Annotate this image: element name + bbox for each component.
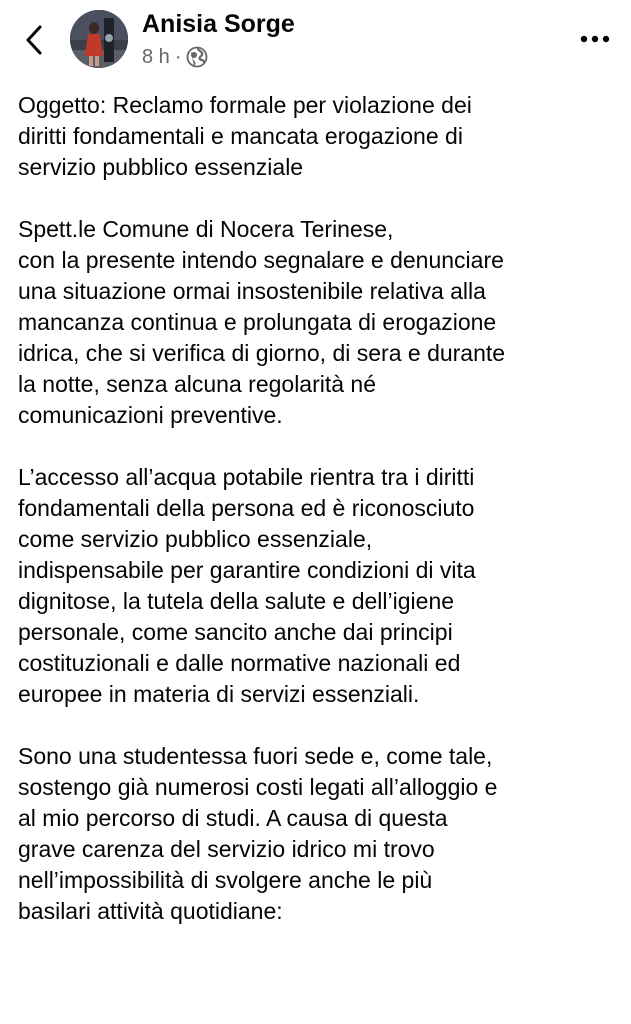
post-timestamp[interactable]: 8 h bbox=[142, 45, 170, 68]
text-line: con la presente intendo segnalare e denunciare bbox=[18, 247, 504, 273]
author-name[interactable]: Anisia Sorge bbox=[142, 10, 295, 38]
text-line: una situazione ormai insostenibile relativa alla bbox=[18, 278, 486, 304]
chevron-left-icon bbox=[24, 24, 44, 56]
post-meta bbox=[142, 44, 208, 70]
back-button[interactable] bbox=[16, 20, 52, 60]
post-paragraph bbox=[18, 741, 618, 927]
avatar-photo bbox=[70, 10, 128, 68]
text-line: europee in materia di servizi essenziali. bbox=[18, 681, 420, 707]
text-line: grave carenza del servizio idrico mi trovo bbox=[18, 836, 435, 862]
text-line: sostengo già numerosi costi legati all’alloggio e bbox=[18, 774, 498, 800]
more-options-button[interactable] bbox=[577, 26, 613, 52]
ellipsis-icon bbox=[580, 35, 610, 43]
text-line: al mio percorso di studi. A causa di questa bbox=[18, 805, 448, 831]
text-line: indispensabile per garantire condizioni di vita bbox=[18, 557, 476, 583]
text-line: dignitose, la tutela della salute e dell’igiene bbox=[18, 588, 455, 614]
text-line: mancanza continua e prolungata di erogazione bbox=[18, 309, 497, 335]
text-line: costituzionali e dalle normative nazionali ed bbox=[18, 650, 461, 676]
post-header bbox=[0, 0, 631, 80]
text-line: idrica, che si verifica di giorno, di sera e durante bbox=[18, 340, 506, 366]
post-paragraph bbox=[18, 462, 618, 710]
text-line: fondamentali della persona ed è riconosciuto bbox=[18, 495, 475, 521]
text-line: Oggetto: Reclamo formale per violazione dei bbox=[18, 92, 472, 118]
text-line: L’accesso all’acqua potabile rientra tra i diritti bbox=[18, 464, 475, 490]
avatar[interactable] bbox=[70, 10, 128, 68]
text-line: la notte, senza alcuna regolarità né bbox=[18, 371, 377, 397]
text-line: come servizio pubblico essenziale, bbox=[18, 526, 373, 552]
post-text bbox=[18, 90, 618, 958]
text-line: Sono una studentessa fuori sede e, come tale, bbox=[18, 743, 493, 769]
meta-separator: · bbox=[174, 45, 182, 68]
post-paragraph bbox=[18, 90, 618, 183]
text-line: personale, come sancito anche dai principi bbox=[18, 619, 453, 645]
text-line: comunicazioni preventive. bbox=[18, 402, 283, 428]
text-line: basilari attività quotidiane: bbox=[18, 898, 283, 924]
post-paragraph bbox=[18, 214, 618, 431]
text-line: nell’impossibilità di svolgere anche le più bbox=[18, 867, 433, 893]
text-line: Spett.le Comune di Nocera Terinese, bbox=[18, 216, 394, 242]
globe-icon[interactable] bbox=[186, 46, 208, 68]
text-line: diritti fondamentali e mancata erogazione di bbox=[18, 123, 463, 149]
text-line: servizio pubblico essenziale bbox=[18, 154, 304, 180]
